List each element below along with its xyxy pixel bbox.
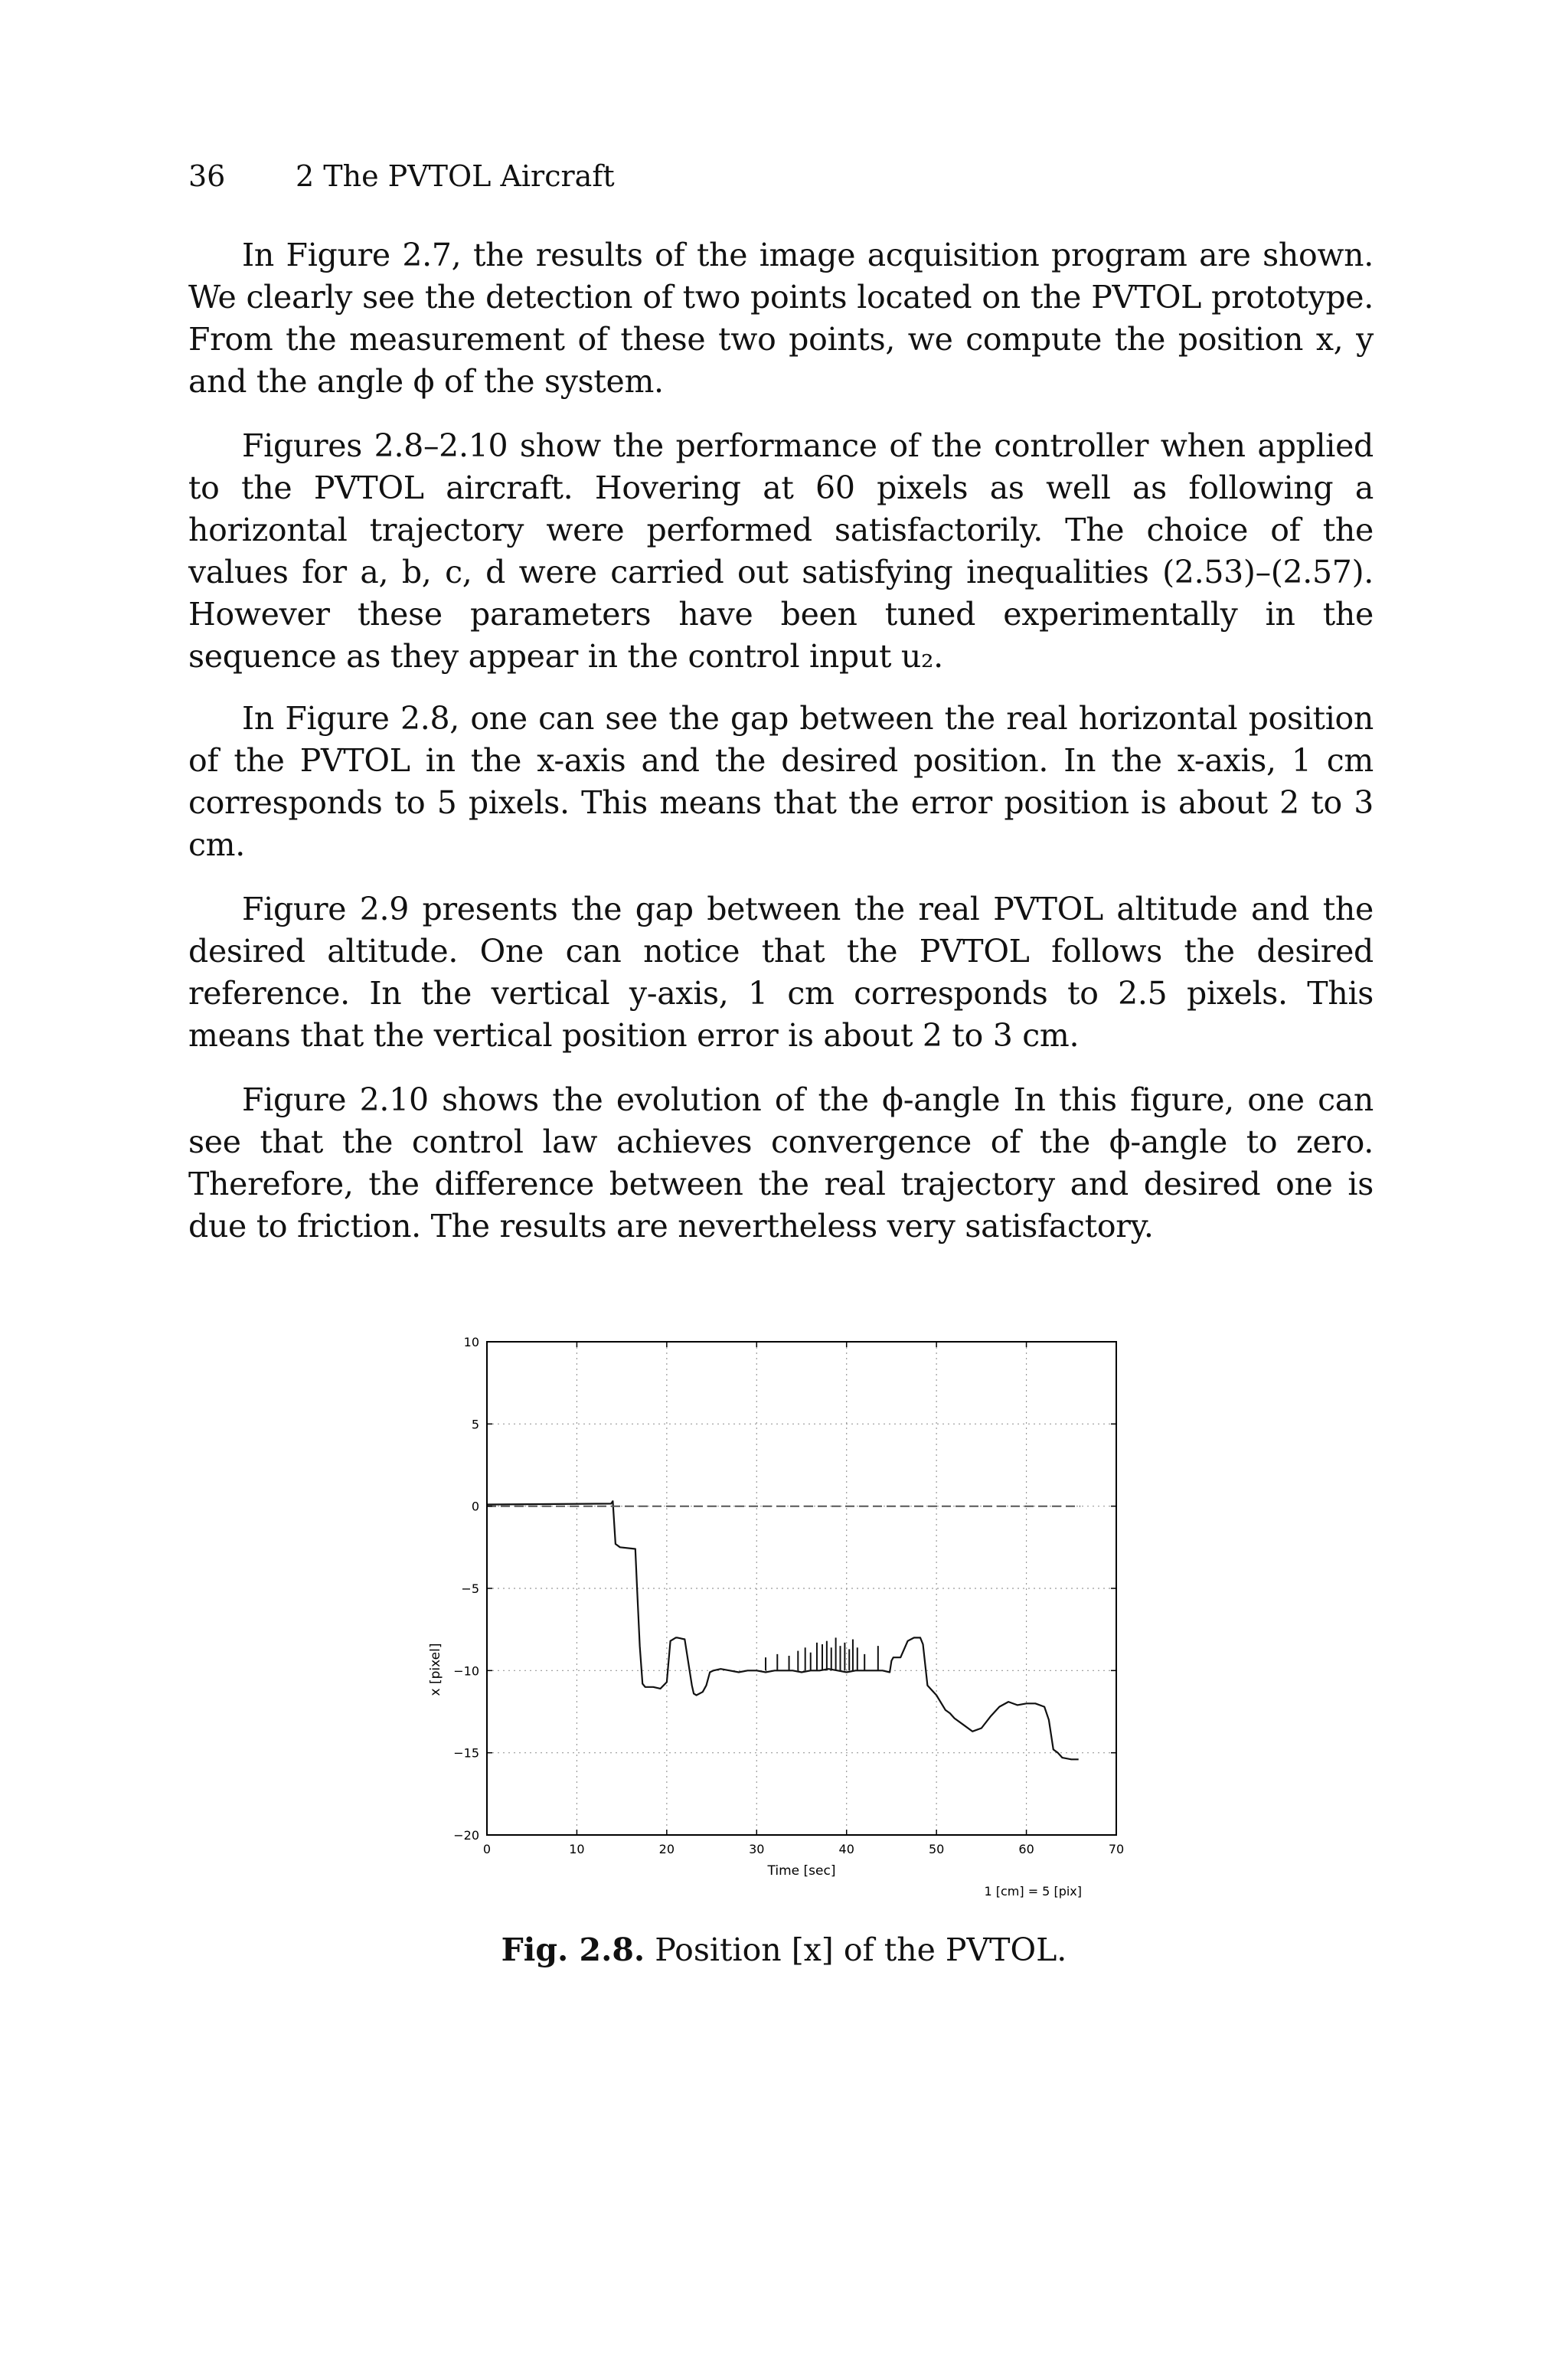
x-tick-label: 40 <box>838 1842 854 1856</box>
paragraph-4: Figure 2.9 presents the gap between the real PVTOL altitude and the desired altitude. One can notice that the PVTOL follows the desired reference. In the vertical y-axis, 1 cm corresponds to 2.5 pixels. This means that the vertical position error is about 2 to 3 cm. <box>188 891 1374 1054</box>
position-x-chart <box>0 1317 1568 1961</box>
caption-label: Fig. 2.8. <box>501 1931 645 1968</box>
x-tick-label: 50 <box>928 1842 945 1856</box>
page-number: 36 <box>188 159 226 193</box>
chart-data-layer <box>487 1501 1080 1759</box>
plot-frame <box>487 1342 1116 1835</box>
x-axis-label: Time [sec] <box>767 1863 836 1879</box>
paragraph-5: Figure 2.10 shows the evolution of the ϕ-angle In this figure, one can see that the control law achieves convergence of the ϕ-angle to zero. Therefore, the difference between the real trajectory and desired one is due to friction. The results are nevertheless very satisfactory. <box>188 1081 1374 1245</box>
x-tick-label: 70 <box>1108 1842 1125 1856</box>
x-tick-label: 30 <box>749 1842 765 1856</box>
paragraph-2: Figures 2.8–2.10 show the performance of the controller when applied to the PVTOL aircraft. Hovering at 60 pixels as well as following a horizontal trajectory were performed satisfactorily. The choice of the values for a, b, c, d were carried out satisfying inequalities (2.53)–(2.57). However these parameters have been tuned experimentally in the sequence as they appear in the control input u₂. <box>188 427 1374 675</box>
y-tick-label: −10 <box>453 1663 479 1679</box>
measured-position-line <box>487 1501 1079 1759</box>
x-tick-label: 0 <box>482 1842 492 1856</box>
chart-ticks <box>453 1335 1124 1856</box>
y-tick-label: 5 <box>471 1417 479 1432</box>
figure-caption <box>0 1930 1568 1970</box>
paragraph-1: In Figure 2.7, the results of the image acquisition program are shown. We clearly see the detection of two points located on the PVTOL prototype. From the measurement of these two points, we compute the position x, y and the angle ϕ of the system. <box>188 237 1374 400</box>
running-title: 2 The PVTOL Aircraft <box>296 159 615 193</box>
y-tick-label: −20 <box>453 1828 479 1843</box>
y-tick-label: 10 <box>463 1335 479 1349</box>
figure-2-8 <box>0 1317 1568 1961</box>
caption-text: Position [x] of the PVTOL. <box>655 1931 1067 1968</box>
running-header <box>188 156 615 196</box>
x-tick-label: 60 <box>1018 1842 1034 1856</box>
y-tick-label: 0 <box>471 1499 479 1514</box>
x-tick-label: 10 <box>569 1842 585 1856</box>
y-tick-label: −5 <box>461 1581 479 1596</box>
x-tick-label: 20 <box>658 1842 675 1856</box>
y-axis-label: x [pixel] <box>428 1643 443 1696</box>
scale-note: 1 [cm] = 5 [pix] <box>984 1884 1082 1899</box>
chart-grid <box>487 1342 1116 1835</box>
y-tick-label: −15 <box>453 1745 479 1761</box>
paragraph-3: In Figure 2.8, one can see the gap between the real horizontal position of the PVTOL in the x-axis and the desired position. In the x-axis, 1 cm corresponds to 5 pixels. This means that the error position is about 2 to 3 cm. <box>188 700 1374 863</box>
